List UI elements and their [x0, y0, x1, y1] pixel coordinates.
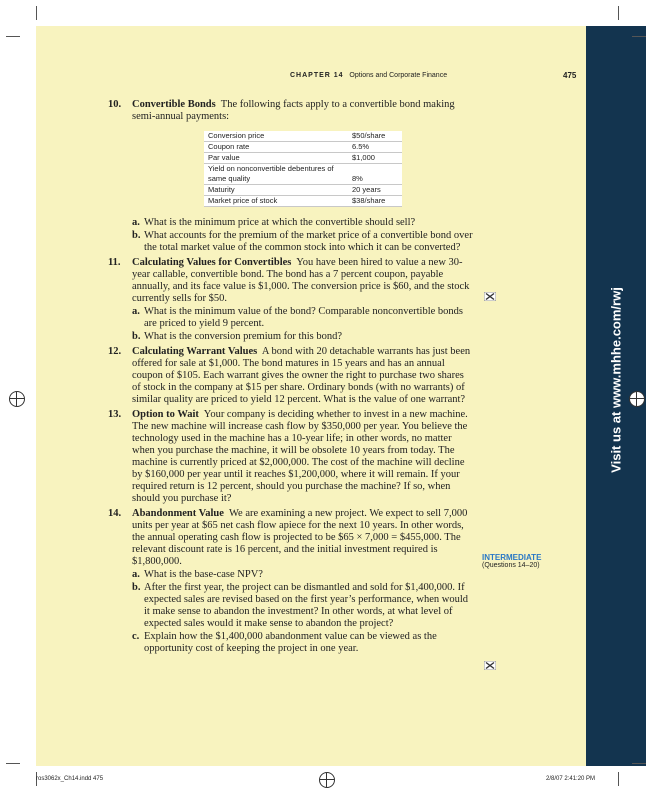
problem-title: Option to Wait [132, 409, 199, 420]
part-text: What is the minimum value of the bond? Comparable nonconvertible bonds are priced to yield 9 percent. [144, 306, 464, 329]
table-row [204, 142, 402, 153]
facts-table [204, 131, 402, 207]
fact-label: Market price of stock [204, 196, 348, 207]
crop-mark [36, 6, 37, 20]
problem-number: 13. [108, 409, 122, 420]
problem-number: 11. [108, 257, 121, 268]
problem-text: We are examining a new project. We expect to sell 7,000 units per year at $65 net cash flow apiece for the next 10 years. In other words, the annual operating cash flow is projected to be $65 × 7,000 = $455,000. The relevant discount rate is 16 percent, and the initial investment required is $1,800,000. [132, 508, 468, 567]
problem-list [108, 99, 473, 658]
chapter-title: Options and Corporate Finance [349, 72, 448, 79]
part-text: What accounts for the premium of the market price of a convertible bond over the total market value of the common stock into which it can be converted? [144, 230, 473, 253]
part-letter: b. [132, 230, 141, 241]
fact-value: 6.5% [348, 142, 402, 153]
crop-mark [6, 763, 20, 764]
fact-value: 8% [348, 164, 402, 185]
problem-14 [108, 508, 473, 655]
fact-value: $1,000 [348, 153, 402, 164]
crop-mark [632, 763, 646, 764]
problem-number: 12. [108, 346, 122, 357]
crop-mark [618, 6, 619, 20]
fact-label: Coupon rate [204, 142, 348, 153]
problem-part [132, 331, 473, 343]
difficulty-level: INTERMEDIATE [482, 553, 542, 562]
problem-part [132, 230, 473, 254]
excel-icon [484, 292, 496, 301]
fact-value: 20 years [348, 185, 402, 196]
problem-13 [108, 409, 473, 505]
problem-text: You have been hired to value a new 30-year callable, convertible bond. The bond has a 7 percent coupon, payable annually, and its face value is $1,000. The conversion price is $60, and the stock currently sells for $50. [132, 257, 470, 304]
part-text: What is the conversion premium for this bond? [144, 331, 342, 342]
fact-value: $50/share [348, 131, 402, 142]
problem-title: Abandonment Value [132, 508, 224, 519]
problem-number: 10. [108, 99, 122, 110]
table-row [204, 164, 402, 185]
fact-label: Conversion price [204, 131, 348, 142]
part-letter: b. [132, 582, 141, 593]
part-letter: b. [132, 331, 141, 342]
difficulty-margin-note [482, 553, 541, 569]
table-row [204, 153, 402, 164]
part-text: What is the base-case NPV? [144, 569, 263, 580]
problem-11 [108, 257, 473, 343]
table-row [204, 196, 402, 207]
fact-label: Par value [204, 153, 348, 164]
file-slug: ros3062x_Ch14.indd 475 [36, 776, 104, 782]
problem-part [132, 306, 473, 330]
problem-title: Calculating Warrant Values [132, 346, 258, 357]
problem-title: Convertible Bonds [132, 99, 216, 110]
chapter-label: CHAPTER 14 [290, 72, 344, 79]
problem-text: Your company is deciding whether to invest in a new machine. The new machine will increase cash flow by $350,000 per year. You believe the technology used in the machine has a 10-year life; in other words, no matter when you purchase the machine, it will be obsolete 10 years from today. The machine is currently priced at $2,000,000. The cost of the machine will decline by $160,000 per year until it reaches $1,200,000, where it will remain. If your required return is 12 percent, should you purchase the machine? If so, when should you purchase it? [132, 409, 468, 504]
part-letter: a. [132, 217, 140, 228]
problem-part [132, 631, 473, 655]
problem-number: 14. [108, 508, 122, 519]
part-letter: a. [132, 569, 140, 580]
part-text: After the first year, the project can be dismantled and sold for $1,400,000. If expected sales are revised based on the first year’s performance, when would it make sense to abandon the investment? In other words, at what level of expected sales would it make sense to abandon the project? [144, 582, 469, 629]
part-letter: a. [132, 306, 140, 317]
table-row [204, 131, 402, 142]
crop-mark [618, 772, 619, 786]
fact-label: Yield on nonconvertible debentures of same quality [204, 164, 348, 185]
part-text: Explain how the $1,400,000 abandonment value can be viewed as the opportunity cost of keeping the project in one year. [144, 631, 437, 654]
part-letter: c. [132, 631, 140, 642]
problem-text: A bond with 20 detachable warrants has just been offered for sale at $1,000. The bond matures in 15 years and has an annual coupon of $105. Each warrant gives the owner the right to purchase two shares of stock in the company at $15 per share. Ordinary bonds (with no warrants) of similar quality are priced to yield 12 percent. What is the value of one warrant? [132, 346, 471, 405]
running-head [290, 72, 447, 79]
question-range: (Questions 14–20) [482, 562, 540, 569]
print-timestamp: 2/8/07 2:41:20 PM [546, 776, 596, 782]
problem-part [132, 569, 473, 581]
page-number: 475 [563, 71, 577, 80]
table-row [204, 185, 402, 196]
registration-mark-icon [319, 772, 335, 788]
excel-icon [484, 661, 496, 670]
crop-mark [632, 36, 646, 37]
fact-value: $38/share [348, 196, 402, 207]
registration-mark-icon [629, 391, 645, 407]
website-vertical-text: Visit us at www.mhhe.com/rwj [608, 287, 624, 473]
problem-12 [108, 346, 473, 406]
problem-part [132, 217, 473, 229]
fact-label: Maturity [204, 185, 348, 196]
crop-mark [6, 36, 20, 37]
problem-part [132, 582, 473, 630]
part-text: What is the minimum price at which the convertible should sell? [144, 217, 416, 228]
problem-text: The following facts apply to a convertible bond making semi-annual payments: [132, 99, 455, 122]
registration-mark-icon [9, 391, 25, 407]
problem-title: Calculating Values for Convertibles [132, 257, 292, 268]
problem-10 [108, 99, 473, 254]
